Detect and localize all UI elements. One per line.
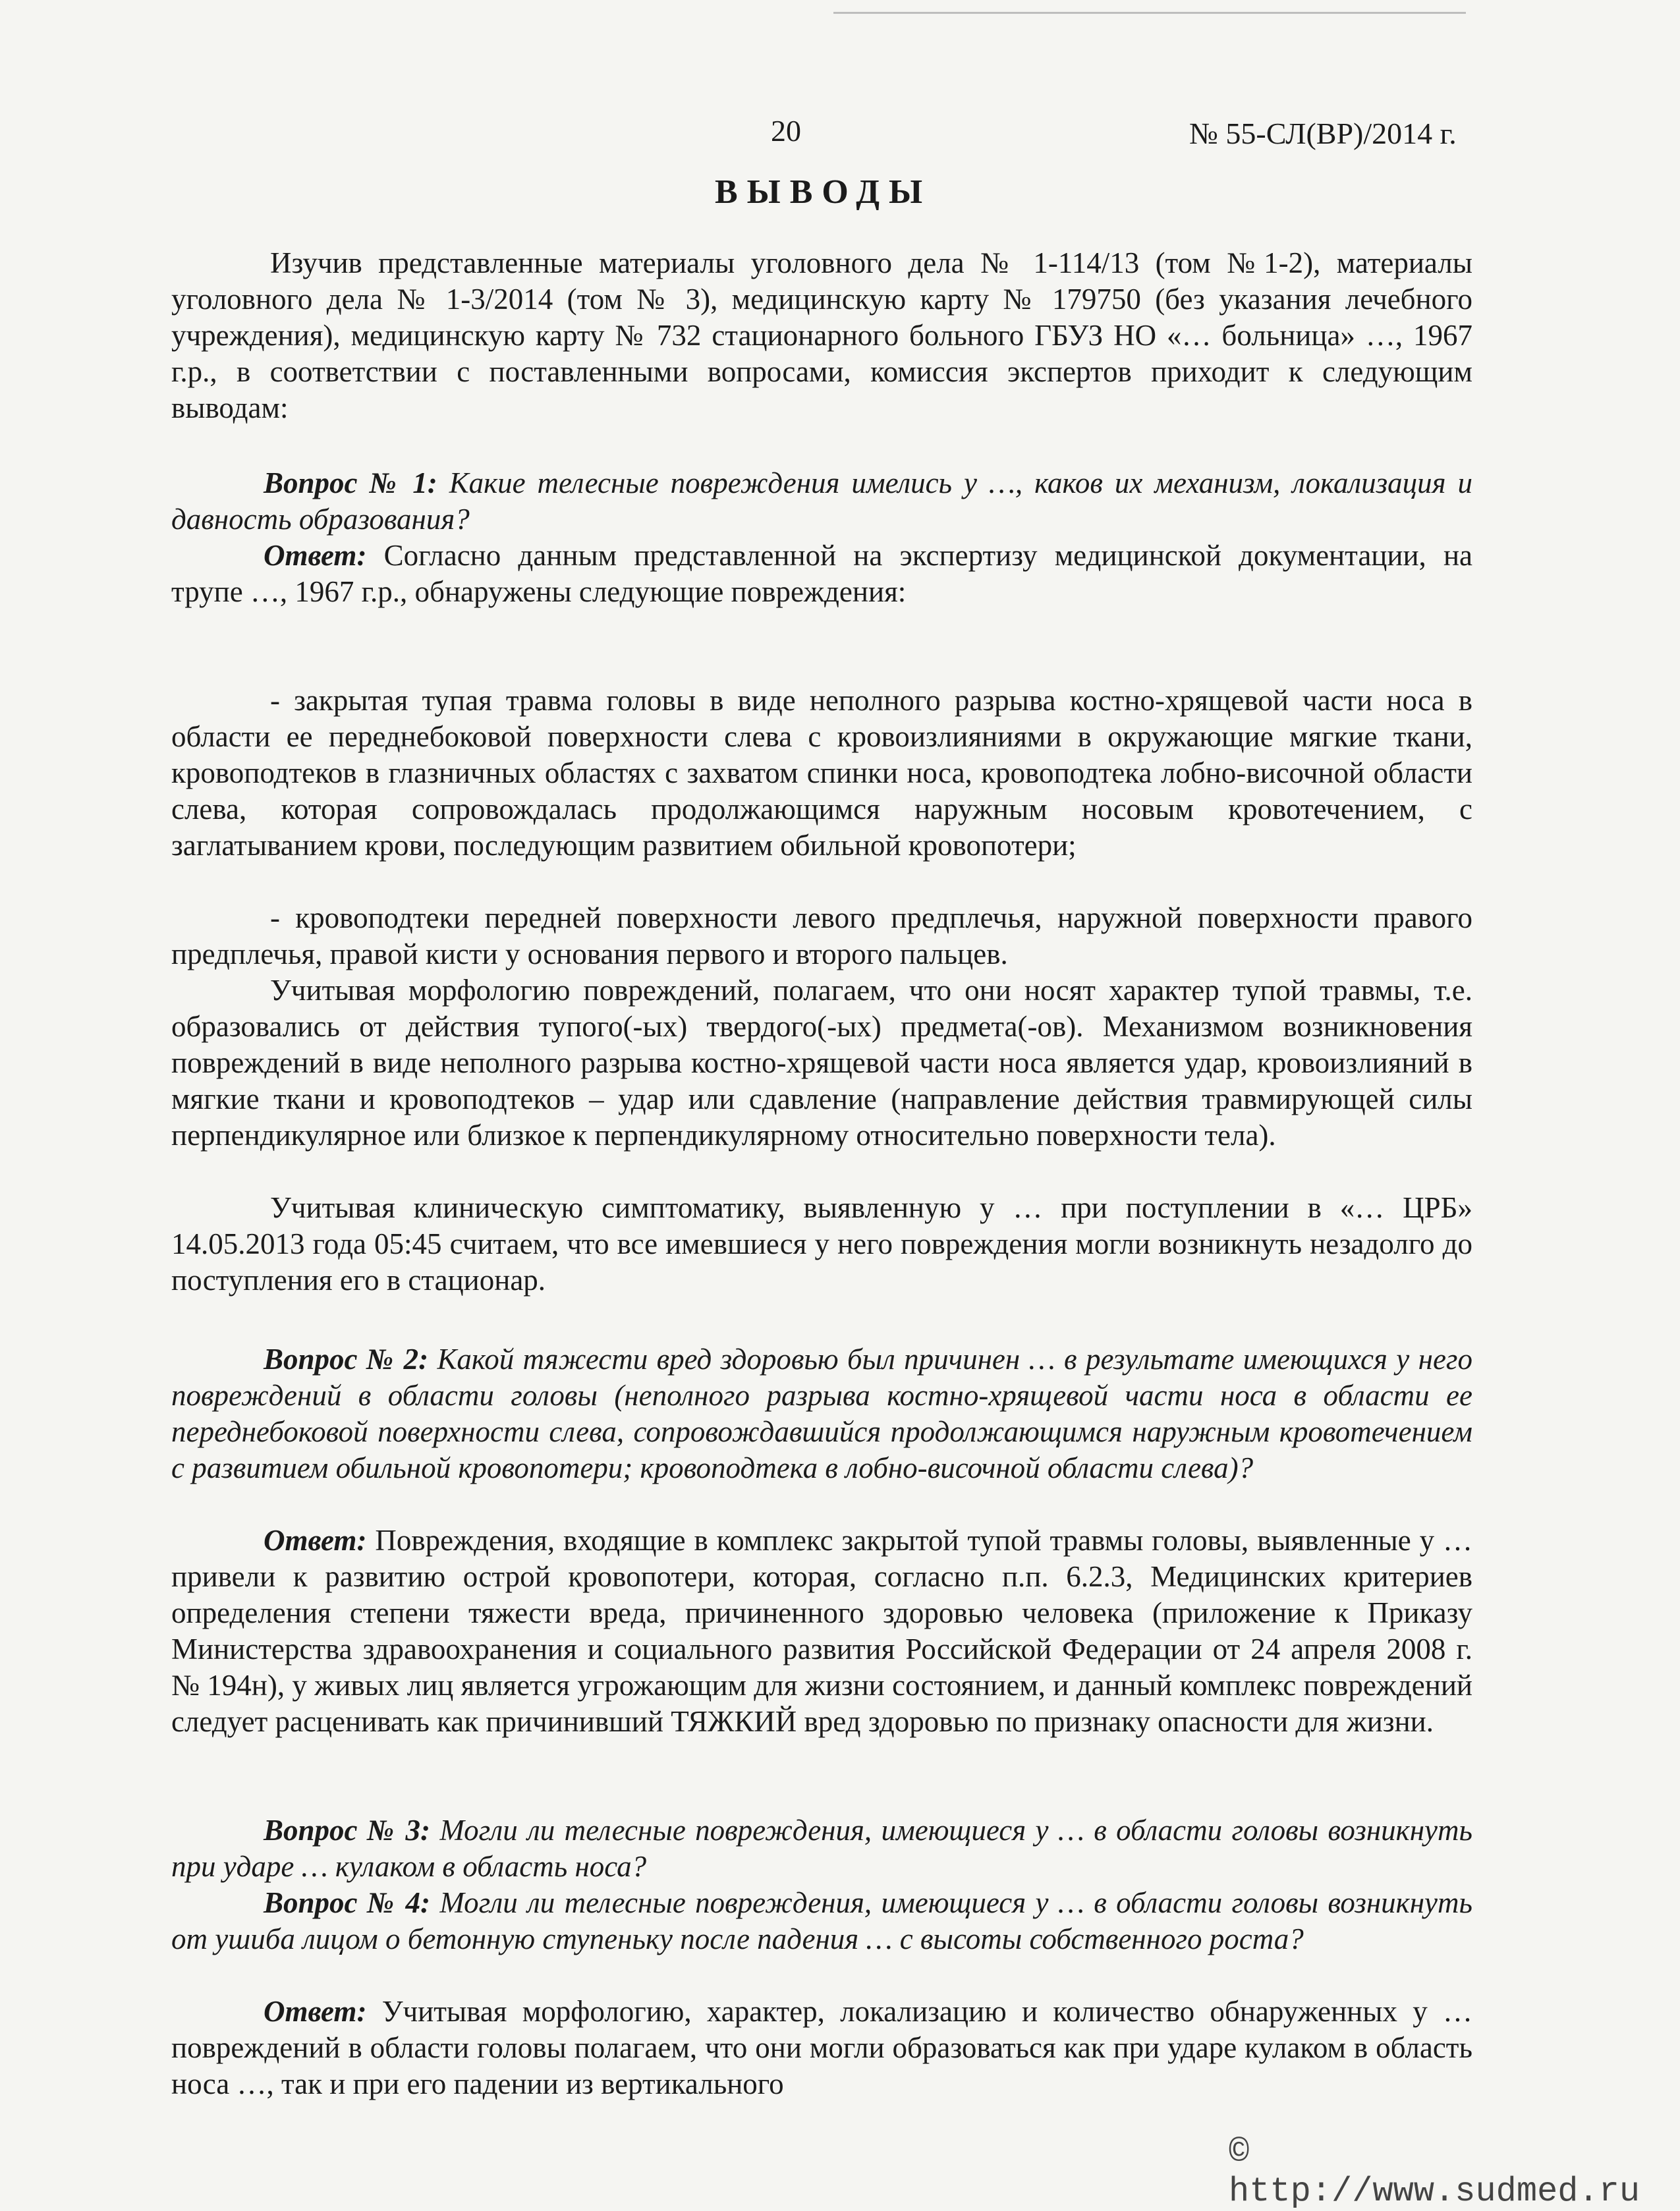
- question-3-label: Вопрос № 3:: [264, 1814, 430, 1847]
- answer-1-label: Ответ:: [264, 539, 367, 572]
- answer-3-4: [171, 1994, 1472, 2102]
- answer-1-text: Согласно данным представленной на экспертизу медицинской документации, на трупе …, 1967 г.р., обнаружены следующие повреждения:: [171, 539, 1473, 608]
- top-border-line: [833, 12, 1466, 14]
- watermark: © http://www.sudmed.ru: [1229, 2133, 1640, 2211]
- page-title: ВЫВОДЫ: [715, 173, 932, 211]
- answer-3-4-text: Учитывая морфологию, характер, локализацию и количество обнаруженных у … повреждений в области головы полагаем, что они могли образоваться как при ударе кулаком в область носа …, так и при его падении из вертикального: [171, 1995, 1472, 2100]
- question-2-label: Вопрос № 2:: [264, 1343, 429, 1376]
- answer-2-label: Ответ:: [264, 1524, 367, 1557]
- answer-1-paragraph-3: Учитывая клиническую симптоматику, выявленную у … при поступлении в «… ЦРБ» 14.05.2013 года 05:45 считаем, что все имевшиеся у него повреждения могли возникнуть незадолго до поступления его в стационар.: [171, 1191, 1472, 1297]
- question-4-text: Могли ли телесные повреждения, имеющиеся у … в области головы возникнуть от ушиба лицом о бетонную ступеньку после падения … с высоты собственного роста?: [171, 1886, 1473, 1955]
- question-1-label: Вопрос № 1:: [264, 466, 437, 499]
- answer-2: [171, 1523, 1472, 1740]
- question-4: [171, 1885, 1472, 1957]
- intro-paragraph: [171, 245, 1472, 426]
- question-2: [171, 1341, 1472, 1486]
- question-4-label: Вопрос № 4:: [264, 1886, 430, 1919]
- answer-1-paragraph-2: Учитывая морфологию повреждений, полагаем, что они носят характер тупой травмы, т.е. образовались от действия тупого(-ых) твердого(-ых) предмета(-ов). Механизмом возникновения повреждений в виде неполного разрыва костно-хрящевой части носа является удар, кровоизлияний в мягкие ткани и кровоподтеков – удар или сдавление (направление действия травмирующей силы перпендикулярное или близкое к перпендикулярному относительно поверхности тела).: [171, 974, 1472, 1152]
- question-1-text: Какие телесные повреждения имелись у …, каков их механизм, локализация и давность образования?: [171, 466, 1473, 536]
- answer-3-4-label: Ответ:: [264, 1995, 367, 2028]
- answer-1-item-2: - кровоподтеки передней поверхности левого предплечья, наружной поверхности правого предплечья, правой кисти у основания первого и второго пальцев.: [171, 901, 1472, 970]
- answer-2-text: Повреждения, входящие в комплекс закрытой тупой травмы головы, выявленные у … привели к развитию острой кровопотери, которая, согласно п.п. 6.2.3, Медицинских критериев определения степени тяжести вреда, причиненного здоровью человека (приложение к Приказу Министерства здравоохранения и социального развития Российской Федерации от 24 апреля 2008 г. № 194н), у живых лиц является угрожающим для жизни состоянием, и данный комплекс повреждений следует расценивать как причинивший ТЯЖКИЙ вред здоровью по признаку опасности для жизни.: [171, 1524, 1473, 1738]
- answer-1: [171, 538, 1472, 610]
- intro-text: Изучив представленные материалы уголовного дела № 1-114/13 (том №1-2), материалы уголовного дела № 1-3/2014 (том № 3), медицинскую карту № 179750 (без указания лечебного учреждения), медицинскую карту № 732 стационарного больного ГБУЗ НО «… больница» …, 1967 г.р., в соответствии с поставленными вопросами, комиссия экспертов приходит к следующим выводам:: [171, 246, 1472, 424]
- document-number: № 55-СЛ(ВР)/2014 г.: [1189, 117, 1457, 150]
- question-3-text: Могли ли телесные повреждения, имеющиеся у … в области головы возникнуть при ударе … кулаком в область носа?: [171, 1814, 1473, 1883]
- page-number: 20: [771, 114, 801, 148]
- answer-1-item-1: - закрытая тупая травма головы в виде неполного разрыва костно-хрящевой части носа в области ее переднебоковой поверхности слева с кровоизлияниями в окружающие мягкие ткани, кровоподтеков в глазничных областях с захватом спинки носа, кровоподтека лобно-височной области слева, которая сопровождалась продолжающимся наружным носовым кровотечением, с заглатыванием крови, последующим развитием обильной кровопотери;: [171, 684, 1472, 862]
- question-2-text: Какой тяжести вред здоровью был причинен … в результате имеющихся у него повреждений в области головы (неполного разрыва костно-хрящевой части носа в области ее переднебоковой поверхности слева, сопровождавшийся продолжающимся наружным кровотечением с развитием обильной кровопотери; кровоподтека в лобно-височной области слева)?: [171, 1343, 1472, 1484]
- question-3: [171, 1812, 1472, 1885]
- question-1: [171, 465, 1472, 538]
